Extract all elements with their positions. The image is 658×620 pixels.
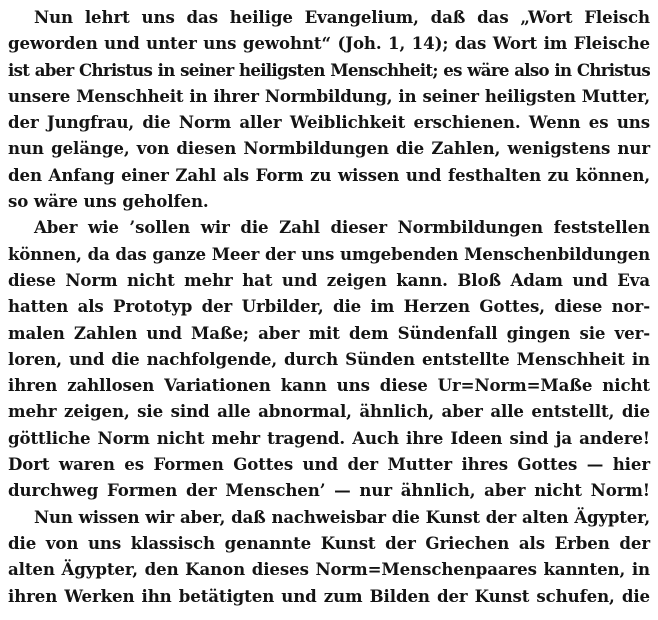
text-line: können, da das ganze Meer der uns umgebenden Menschenbildungen	[8, 243, 650, 264]
text-line: göttliche Norm nicht mehr tragend. Auch ihre Ideen sind ja andere!	[8, 427, 650, 448]
text-line: geworden und unter uns gewohnt“ (Joh. 1, 14); das Wort im Fleische	[8, 33, 650, 54]
paragraph-2	[8, 214, 650, 503]
text-line: Dort waren es Formen Gottes und der Mutter ihres Gottes — hier	[8, 454, 650, 475]
text-line: Aber wie ’sollen wir die Zahl dieser Normbildungen feststellen	[34, 217, 650, 238]
text-line: nun gelänge, von diesen Normbildungen die Zahlen, wenigstens nur	[8, 138, 650, 159]
text-line: malen Zahlen und Maße; aber mit dem Sündenfall gingen sie ver-	[8, 322, 650, 343]
text-line: den Anfang einer Zahl als Form zu wissen und festhalten zu können,	[8, 164, 650, 185]
text-line: so wäre uns geholfen.	[8, 191, 209, 212]
text-line: ihren Werken ihn betätigten und zum Bilden der Kunst schufen, die	[8, 585, 650, 606]
text-line: loren, und die nachfolgende, durch Sünden entstellte Menschheit in	[8, 348, 650, 369]
document-page	[8, 4, 650, 609]
text-line: unsere Menschheit in ihrer Normbildung, in seiner heiligsten Mutter,	[8, 85, 650, 106]
paragraph-1	[8, 4, 650, 214]
text-line: alten Ägypter, den Kanon dieses Norm=Menschenpaares kannten, in	[8, 559, 650, 580]
text-line: durchweg Formen der Menschen’ — nur ähnlich, aber nicht Norm!	[8, 480, 650, 501]
text-line: hatten als Prototyp der Urbilder, die im Herzen Gottes, diese nor-	[8, 296, 650, 317]
text-line: Nun wissen wir aber, daß nachweisbar die Kunst der alten Ägypter,	[34, 506, 650, 527]
paragraph-3	[8, 504, 650, 609]
text-line: Nun lehrt uns das heilige Evangelium, daß das „Wort Fleisch	[34, 7, 650, 27]
text-line: mehr zeigen, sie sind alle abnormal, ähnlich, aber alle entstellt, die	[8, 401, 650, 422]
text-line: ihren zahllosen Variationen kann uns diese Ur=Norm=Maße nicht	[8, 375, 650, 396]
text-line: der Jungfrau, die Norm aller Weiblichkeit erschienen. Wenn es uns	[8, 112, 650, 133]
text-line: ist aber Christus in seiner heiligsten Menschheit; es wäre also in Christus	[8, 59, 650, 80]
text-line: die von uns klassisch genannte Kunst der Griechen als Erben der	[8, 532, 650, 553]
text-line: diese Norm nicht mehr hat und zeigen kann. Bloß Adam und Eva	[8, 269, 650, 290]
